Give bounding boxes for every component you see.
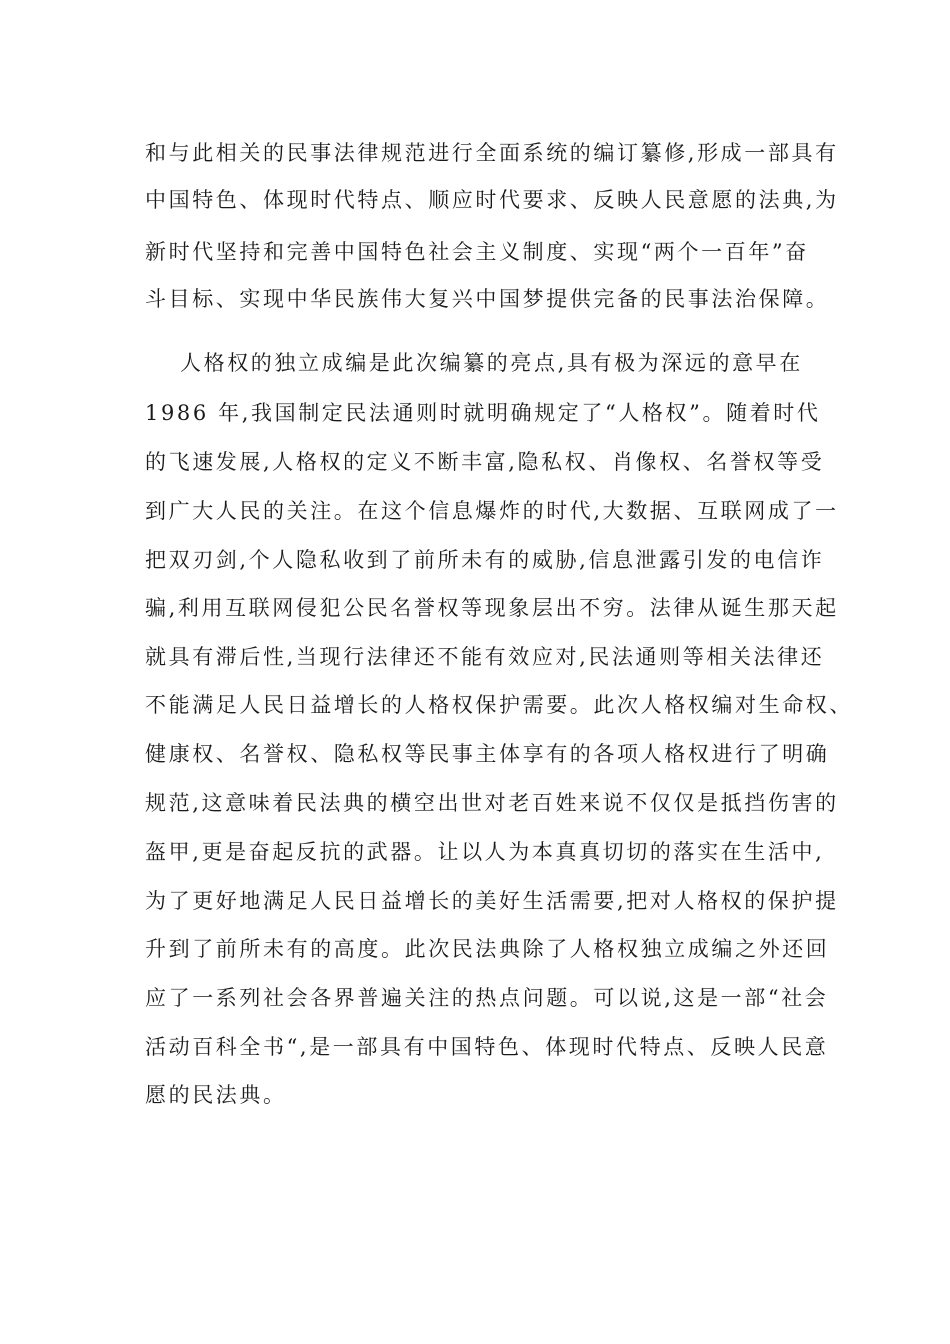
paragraph-2-line-5: 把双刃剑,个人隐私收到了前所未有的威胁,信息泄露引发的电信诈	[145, 548, 825, 572]
paragraph-2-line-10: 规范,这意味着民法典的横空出世对老百姓来说不仅仅是抵挡伤害的	[145, 791, 839, 815]
paragraph-2-line-1: 人格权的独立成编是此次编纂的亮点,具有极为深远的意早在	[180, 351, 803, 375]
paragraph-2-line-3: 的飞速发展,人格权的定义不断丰富,隐私权、肖像权、名誉权等受	[145, 450, 825, 474]
paragraph-1-line-3: 新时代坚持和完善中国特色社会主义制度、实现“两个一百年”奋	[145, 240, 809, 264]
paragraph-2-line-14: 应了一系列社会各界普遍关注的热点问题。可以说,这是一部“社会	[145, 986, 829, 1010]
paragraph-2-line-9: 健康权、名誉权、隐私权等民事主体享有的各项人格权进行了明确	[145, 742, 830, 766]
paragraph-2-line-7: 就具有滞后性,当现行法律还不能有效应对,民法通则等相关法律还	[145, 645, 825, 669]
paragraph-2-line-15: 活动百科全书“,是一部具有中国特色、体现时代特点、反映人民意	[145, 1035, 829, 1059]
paragraph-2-line-12: 为了更好地满足人民日益增长的美好生活需要,把对人格权的保护提	[145, 889, 839, 913]
paragraph-2-line-11: 盔甲,更是奋起反抗的武器。让以人为本真真切切的落实在生活中,	[145, 840, 825, 864]
paragraph-2-line-16: 愿的民法典。	[145, 1083, 287, 1107]
paragraph-2-line-8: 不能满足人民日益增长的人格权保护需要。此次人格权编对生命权、	[145, 693, 853, 717]
paragraph-2-line-13: 升到了前所未有的高度。此次民法典除了人格权独立成编之外还回	[145, 937, 830, 961]
paragraph-2-line-4: 到广大人民的关注。在这个信息爆炸的时代,大数据、互联网成了一	[145, 499, 839, 523]
paragraph-1-line-2: 中国特色、体现时代特点、顺应时代要求、反映人民意愿的法典,为	[145, 188, 839, 212]
paragraph-1-line-4: 斗目标、实现中华民族伟大复兴中国梦提供完备的民事法治保障。	[145, 287, 830, 311]
paragraph-1-line-1: 和与此相关的民事法律规范进行全面系统的编订纂修,形成一部具有	[145, 141, 839, 165]
paragraph-2-line-6: 骗,利用互联网侵犯公民名誉权等现象层出不穷。法律从诞生那天起	[145, 596, 839, 620]
paragraph-2-line-2: 1986 年,我国制定民法通则时就明确规定了“人格权”。随着时代	[145, 401, 821, 425]
